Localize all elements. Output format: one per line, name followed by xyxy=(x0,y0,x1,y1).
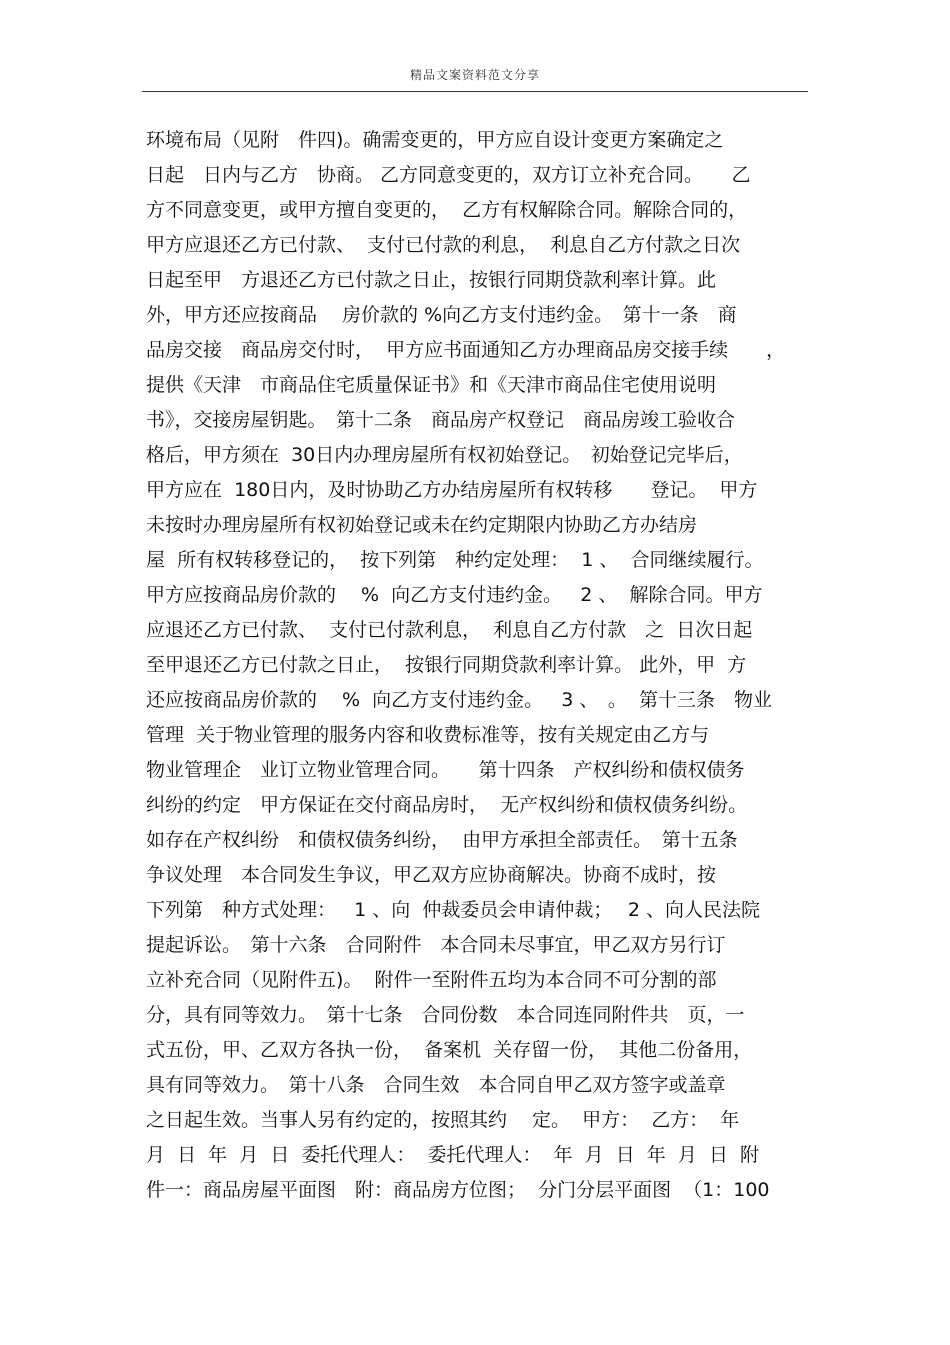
text-line: 应退还乙方已付款、 支付已付款利息， 利息自乙方付款 之 日次日起 xyxy=(146,619,753,641)
text-line: 如存在产权纠纷 和债权债务纠纷， 由甲方承担全部责任。 第十五条 xyxy=(146,829,738,851)
text-line: 还应按商品房价款的 % 向乙方支付违约金。 3 、 。 第十三条 物业 xyxy=(146,689,772,711)
text-line: 外，甲方还应按商品 房价款的 %向乙方支付违约金。 第十一条 商 xyxy=(146,304,737,326)
text-line: 月 日 年 月 日 委托代理人： 委托代理人： 年 月 日 年 月 日 附 xyxy=(146,1144,760,1166)
text-line: 件一：商品房屋平面图 附：商品房方位图； 分门分层平面图 （1：100 xyxy=(146,1179,770,1201)
text-line: 立补充合同（见附件五)。 附件一至附件五均为本合同不可分割的部 xyxy=(146,969,717,991)
text-line: 提供《天津 市商品住宅质量保证书》和《天津市商品住宅使用说明 xyxy=(146,374,717,396)
text-line: 之日起生效。当事人另有约定的，按照其约 定。 甲方： 乙方： 年 xyxy=(146,1109,740,1131)
text-line: 下列第 种方式处理： 1 、向 仲裁委员会申请仲裁； 2 、向人民法院 xyxy=(146,899,760,921)
text-line: 方不同意变更，或甲方擅自变更的， 乙方有权解除合同。解除合同的， xyxy=(146,199,748,221)
text-line: 提起诉讼。 第十六条 合同附件 本合同未尽事宜，甲乙双方另行订 xyxy=(146,934,726,956)
text-line: 管理 关于物业管理的服务内容和收费标准等，按有关规定由乙方与 xyxy=(146,724,710,746)
text-line: 分，具有同等效力。 第十七条 合同份数 本合同连同附件共 页，一 xyxy=(146,1004,745,1026)
text-line: 甲方应在 180日内，及时协助乙方办结房屋所有权转移 登记。 甲方 xyxy=(146,479,758,501)
text-line: 具有同等效力。 第十八条 合同生效 本合同自甲乙双方签字或盖章 xyxy=(146,1074,726,1096)
text-line: 至甲退还乙方已付款之日止， 按银行同期贷款利率计算。 此外，甲 方 xyxy=(146,654,747,676)
text-line: 格后，甲方须在 30日内办理房屋所有权初始登记。 初始登记完毕后， xyxy=(146,444,743,466)
text-line: 环境布局（见附 件四)。确需变更的，甲方应自设计变更方案确定之 xyxy=(146,129,724,151)
text-line: 物业管理企 业订立物业管理合同。 第十四条 产权纠纷和债权债务 xyxy=(146,759,745,781)
text-line: 屋 所有权转移登记的， 按下列第 种约定处理： 1 、 合同继续履行。 xyxy=(146,549,764,571)
header-divider xyxy=(142,91,808,92)
text-line: 纠纷的约定 甲方保证在交付商品房时， 无产权纠纷和债权债务纠纷。 xyxy=(146,794,748,816)
text-line: 甲方应按商品房价款的 % 向乙方支付违约金。 2 、 解除合同。甲方 xyxy=(146,584,763,606)
text-line: 书》，交接房屋钥匙。 第十二条 商品房产权登记 商品房竣工验收合 xyxy=(146,409,736,431)
page-header: 精品文案资料范文分享 xyxy=(409,68,540,82)
text-line: 日起至甲 方退还乙方已付款之日止，按银行同期贷款利率计算。此 xyxy=(146,269,717,291)
document-body xyxy=(146,123,811,1208)
text-line: 品房交接 商品房交付时， 甲方应书面通知乙方办理商品房交接手续 ， xyxy=(146,339,786,361)
text-line: 日起 日内与乙方 协商。 乙方同意变更的，双方订立补充合同。 乙 xyxy=(146,164,751,186)
text-line: 争议处理 本合同发生争议，甲乙双方应协商解决。协商不成时，按 xyxy=(146,864,717,886)
text-line: 甲方应退还乙方已付款、 支付已付款的利息， 利息自乙方付款之日次 xyxy=(146,234,741,256)
text-line: 式五份，甲、乙双方各执一份， 备案机 关存留一份， 其他二份备用， xyxy=(146,1039,753,1061)
text-line: 未按时办理房屋所有权初始登记或未在约定期限内协助乙方办结房 xyxy=(146,514,698,536)
